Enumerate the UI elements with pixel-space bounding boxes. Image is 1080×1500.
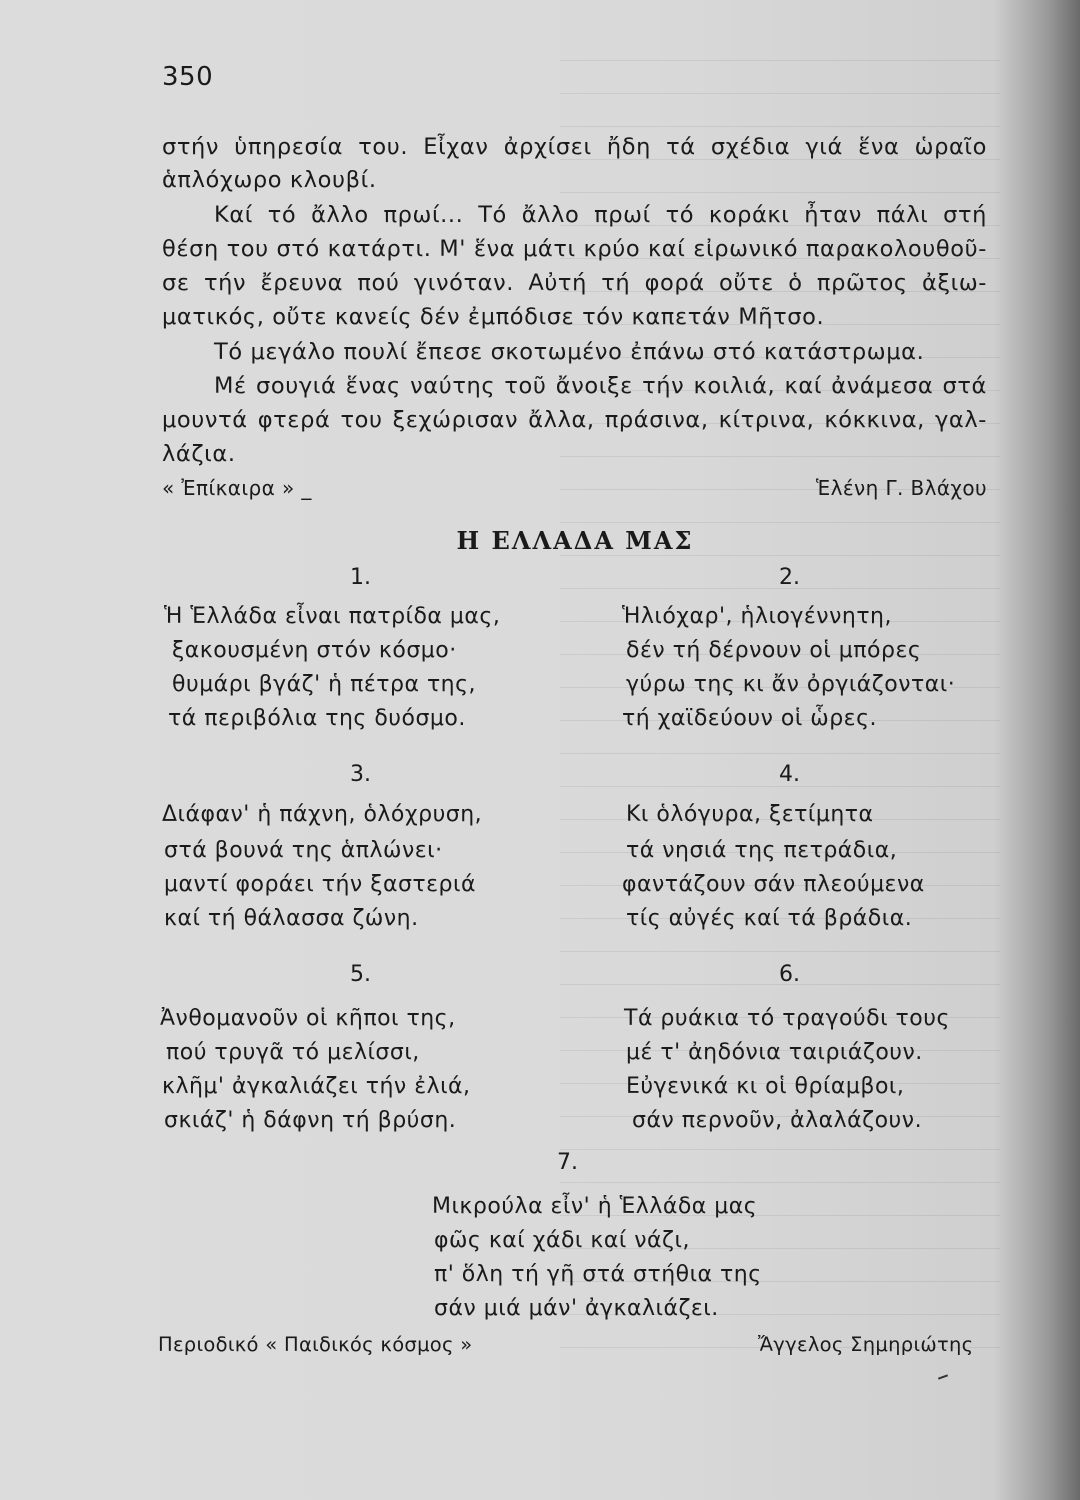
prose-line: λάζια. [162, 441, 236, 467]
stanza-number: 2. [779, 565, 800, 590]
stanza-number: 6. [779, 962, 800, 987]
verse-line: σάν περνοῦν, ἀλαλάζουν. [632, 1108, 923, 1133]
prose-author: Ἑλένη Γ. Βλάχου [815, 476, 987, 500]
verse-line: Τά ρυάκια τό τραγούδι τους [624, 1006, 950, 1031]
stanza-number: 4. [779, 762, 800, 787]
verse-line: φαντάζουν σάν πλεούμενα [622, 872, 925, 897]
prose-source: « Ἐπίκαιρα » _ [162, 476, 312, 500]
verse-line: Μικρούλα εἶν' ἡ Ἑλλάδα μας [432, 1194, 758, 1219]
ink-mark [938, 1374, 948, 1379]
poem-source: Περιοδικό « Παιδικός κόσμος » [158, 1333, 473, 1356]
verse-line: τίς αὐγές καί τά βράδια. [626, 906, 913, 931]
prose-line: θέση του στό κατάρτι. Μ' ἕνα μάτι κρύο καί εἰρωνικό παρακολουθοῦ- [162, 236, 987, 262]
page-number: 350 [162, 62, 214, 92]
verse-line: τή χαϊδεύουν οἱ ὧρες. [622, 706, 877, 731]
prose-line: Μέ σουγιά ἕνας ναύτης τοῦ ἄνοιξε τήν κοιλιά, καί ἀνάμεσα στά [214, 373, 987, 399]
stanza-number: 7. [557, 1150, 578, 1175]
prose-line: Καί τό ἄλλο πρωί... Τό ἄλλο πρωί τό κοράκι ἦταν πάλι στή [214, 202, 987, 228]
verse-line: ξακουσμένη στόν κόσμο· [172, 638, 457, 663]
stanza-number: 3. [350, 762, 371, 787]
verse-line: καί τή θάλασσα ζώνη. [164, 906, 419, 931]
verse-line: Ἀνθομανοῦν οἱ κῆποι της, [160, 1006, 456, 1031]
poem-author: Ἄγγελος Σημηριώτης [758, 1333, 974, 1356]
verse-line: δέν τή δέρνουν οἱ μπόρες [626, 638, 922, 663]
verse-line: σάν μιά μάν' ἀγκαλιάζει. [434, 1296, 719, 1321]
prose-line: ματικός, οὔτε κανείς δέν ἐμπόδισε τόν καπετάν Μῆτσο. [162, 304, 825, 330]
verse-line: τά νησιά της πετράδια, [626, 838, 898, 863]
stanza-number: 1. [350, 565, 371, 590]
verse-line: γύρω της κι ἄν ὀργιάζονται· [626, 672, 956, 697]
stanza-number: 5. [350, 962, 371, 987]
prose-line: σε τήν ἔρευνα πού γινόταν. Αὐτή τή φορά οὔτε ὁ πρῶτος ἀξιω- [162, 270, 987, 296]
verse-line: π' ὅλη τή γῆ στά στήθια της [434, 1262, 762, 1287]
verse-line: Ἡλιόχαρ', ἡλιογέννητη, [622, 604, 892, 629]
verse-line: στά βουνά της ἁπλώνει· [164, 838, 443, 863]
verse-line: Διάφαν' ἡ πάχνη, ὁλόχρυση, [162, 802, 483, 827]
prose-line: Τό μεγάλο πουλί ἔπεσε σκοτωμένο ἐπάνω στό κατάστρωμα. [214, 339, 925, 365]
verse-line: τά περιβόλια της δυόσμο. [168, 706, 466, 731]
verse-line: φῶς καί χάδι καί νάζι, [434, 1228, 690, 1253]
verse-line: σκιάζ' ἡ δάφνη τή βρύση. [164, 1108, 457, 1133]
verse-line: μαντί φοράει τήν ξαστεριά [164, 872, 476, 897]
verse-line: Εὐγενικά κι οἱ θρίαμβοι, [626, 1074, 905, 1099]
prose-line: μουντά φτερά του ξεχώρισαν ἄλλα, πράσινα, κίτρινα, κόκκινα, γαλ- [162, 407, 987, 433]
prose-line: ἁπλόχωρο κλουβί. [162, 167, 377, 193]
verse-line: Ἡ Ἑλλάδα εἶναι πατρίδα μας, [164, 604, 501, 629]
verse-line: Κι ὁλόγυρα, ξετίμητα [626, 802, 874, 827]
poem-title: Η ΕΛΛΑΔΑ ΜΑΣ [456, 526, 694, 555]
verse-line: μέ τ' ἀηδόνια ταιριάζουν. [626, 1040, 923, 1065]
verse-line: θυμάρι βγάζ' ἡ πέτρα της, [172, 672, 477, 697]
verse-line: πού τρυγᾶ τό μελίσσι, [166, 1040, 420, 1065]
verse-line: κλῆμ' ἀγκαλιάζει τήν ἐλιά, [162, 1074, 471, 1099]
prose-line: στήν ὑπηρεσία του. Εἶχαν ἀρχίσει ἤδη τά σχέδια γιά ἕνα ὡραῖο [162, 134, 987, 160]
